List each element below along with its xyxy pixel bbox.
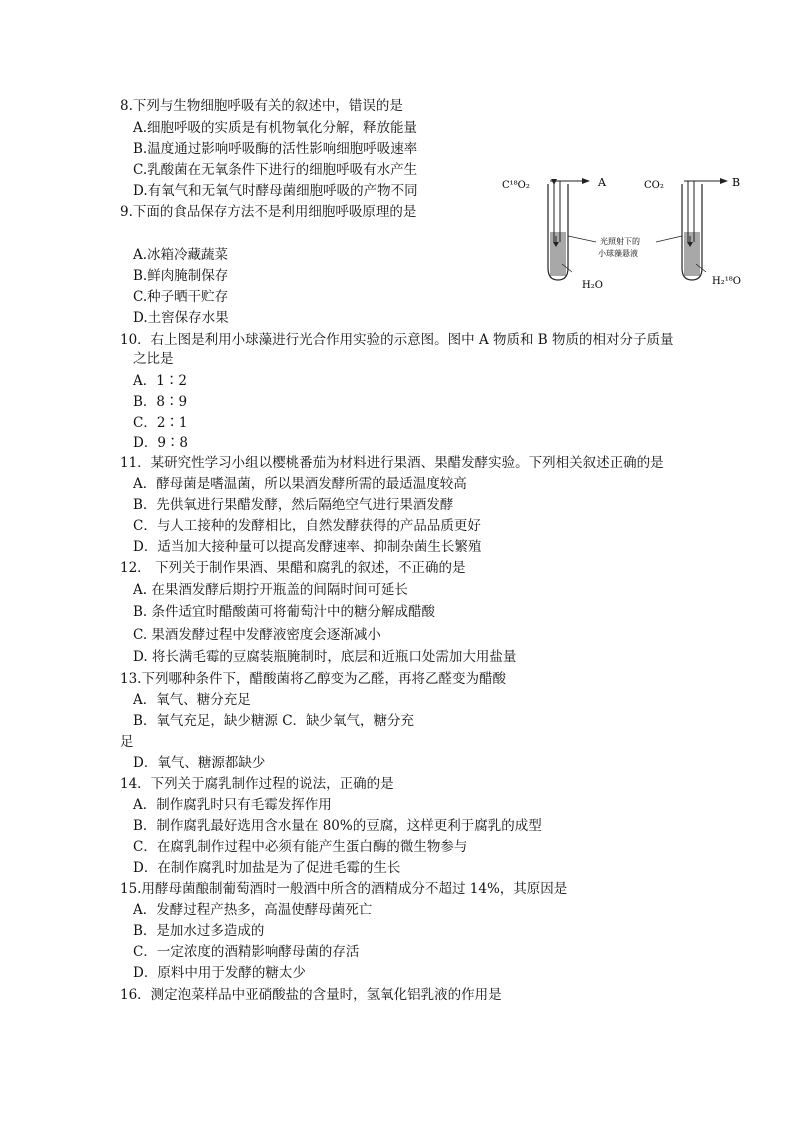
question-15-stem: 15.用酵母菌酿制葡萄酒时一般酒中所含的酒精成分不超过 14%，其原因是 xyxy=(120,881,568,897)
q8-option-c: C.乳酸菌在无氧条件下进行的细胞呼吸有水产生 xyxy=(133,162,418,178)
question-9-stem: 9.下面的食品保存方法不是利用细胞呼吸原理的是 xyxy=(120,204,417,220)
q10-option-d: D．9∶8 xyxy=(133,435,189,451)
q12-option-a: A. 在果酒发酵后期拧开瓶盖的间隔时间可延长 xyxy=(133,582,408,598)
right-test-tube xyxy=(682,178,728,280)
q11-option-b: B．先供氧进行果醋发酵，然后隔绝空气进行果酒发酵 xyxy=(133,497,454,513)
q14-option-a: A．制作腐乳时只有毛霉发挥作用 xyxy=(133,797,332,813)
q10-option-c: C．2∶1 xyxy=(133,415,188,431)
question-8-stem: 8.下列与生物细胞呼吸有关的叙述中，错误的是 xyxy=(120,98,403,114)
q13-option-a: A．氧气、糖分充足 xyxy=(133,692,251,708)
question-13-stem: 13.下列哪种条件下，醋酸菌将乙醇变为乙醛，再将乙醛变为醋酸 xyxy=(120,671,506,687)
q14-option-b: B．制作腐乳最好选用含水量在 80%的豆腐，这样更利于腐乳的成型 xyxy=(133,818,542,834)
left-input-label: C¹⁸O₂ xyxy=(502,180,530,191)
q14-option-c: C．在腐乳制作过程中必须有能产生蛋白酶的微生物参与 xyxy=(133,839,468,855)
q9-option-d: D.土窖保存水果 xyxy=(133,310,229,326)
q12-option-b: B. 条件适宜时醋酸菌可将葡萄汁中的糖分解成醋酸 xyxy=(133,604,436,620)
photosynthesis-test-tube-figure xyxy=(498,172,768,294)
q10-option-b: B．8∶9 xyxy=(133,394,188,410)
question-11-stem: 11．某研究性学习小组以樱桃番茄为材料进行果酒、果醋发酵实验。下列相关叙述正确的是 xyxy=(120,455,664,471)
q8-option-d: D.有氧气和无氧气时酵母菌细胞呼吸的产物不同 xyxy=(133,183,418,199)
q15-option-c: C．一定浓度的酒精影响酵母菌的存活 xyxy=(133,944,360,960)
question-14-stem: 14．下列关于腐乳制作过程的说法，正确的是 xyxy=(120,776,394,792)
right-bottom-label: H₂¹⁸O xyxy=(712,276,741,287)
q9-option-c: C.种子晒干贮存 xyxy=(133,289,229,305)
q12-option-c: C. 果酒发酵过程中发酵液密度会逐渐减小 xyxy=(133,627,381,643)
q13-option-b-c: B．氧气充足，缺少糖源 C．缺少氧气，糖分充 xyxy=(133,713,415,729)
q8-option-b: B.温度通过影响呼吸酶的活性影响细胞呼吸速率 xyxy=(133,141,418,157)
q11-option-c: C．与人工接种的发酵相比，自然发酵获得的产品品质更好 xyxy=(133,518,481,534)
figure-caption-line-2: 小球藻悬液 xyxy=(598,249,638,258)
q12-option-d: D. 将长满毛霉的豆腐装瓶腌制时，底层和近瓶口处需加大用盐量 xyxy=(133,649,517,665)
left-test-tube xyxy=(548,178,590,280)
q13-option-d: D．氧气、糖源都缺少 xyxy=(133,755,266,771)
q9-option-b: B.鲜肉腌制保存 xyxy=(133,268,229,284)
right-output-label: B xyxy=(732,176,741,189)
q13-option-c-wrap: 足 xyxy=(120,734,134,750)
question-10-stem: 10．右上图是利用小球藻进行光合作用实验的示意图。图中 A 物质和 B 物质的相对分子质量 xyxy=(120,332,674,348)
q15-option-a: A．发酵过程产热多，高温使酵母菌死亡 xyxy=(133,902,373,918)
caption-pointer-left xyxy=(568,236,596,242)
question-10-stem-cont: 之比是 xyxy=(133,351,174,367)
left-output-label: A xyxy=(598,176,606,189)
q14-option-d: D．在制作腐乳时加盐是为了促进毛霉的生长 xyxy=(133,860,401,876)
q10-option-a: A．1∶2 xyxy=(133,373,187,389)
right-input-label: CO₂ xyxy=(644,180,664,191)
question-12-stem: 12． 下列关于制作果酒、果醋和腐乳的叙述，不正确的是 xyxy=(120,560,466,576)
q15-option-d: D．原料中用于发酵的糖太少 xyxy=(133,965,306,981)
q8-option-a: A.细胞呼吸的实质是有机物氧化分解，释放能量 xyxy=(133,120,418,136)
q9-option-a: A.冰箱冷藏蔬菜 xyxy=(133,247,229,263)
question-16-stem: 16．测定泡菜样品中亚硝酸盐的含量时，氢氧化铝乳液的作用是 xyxy=(120,987,502,1003)
left-bottom-label: H₂O xyxy=(582,280,603,291)
q11-option-d: D．适当加大接种量可以提高发酵速率、抑制杂菌生长繁殖 xyxy=(133,539,482,555)
q15-option-b: B．是加水过多造成的 xyxy=(133,923,265,939)
q11-option-a: A．酵母菌是嗜温菌，所以果酒发酵所需的最适温度较高 xyxy=(133,476,467,492)
figure-caption-line-1: 光照射下的 xyxy=(600,237,640,246)
caption-pointer-right xyxy=(656,236,682,242)
